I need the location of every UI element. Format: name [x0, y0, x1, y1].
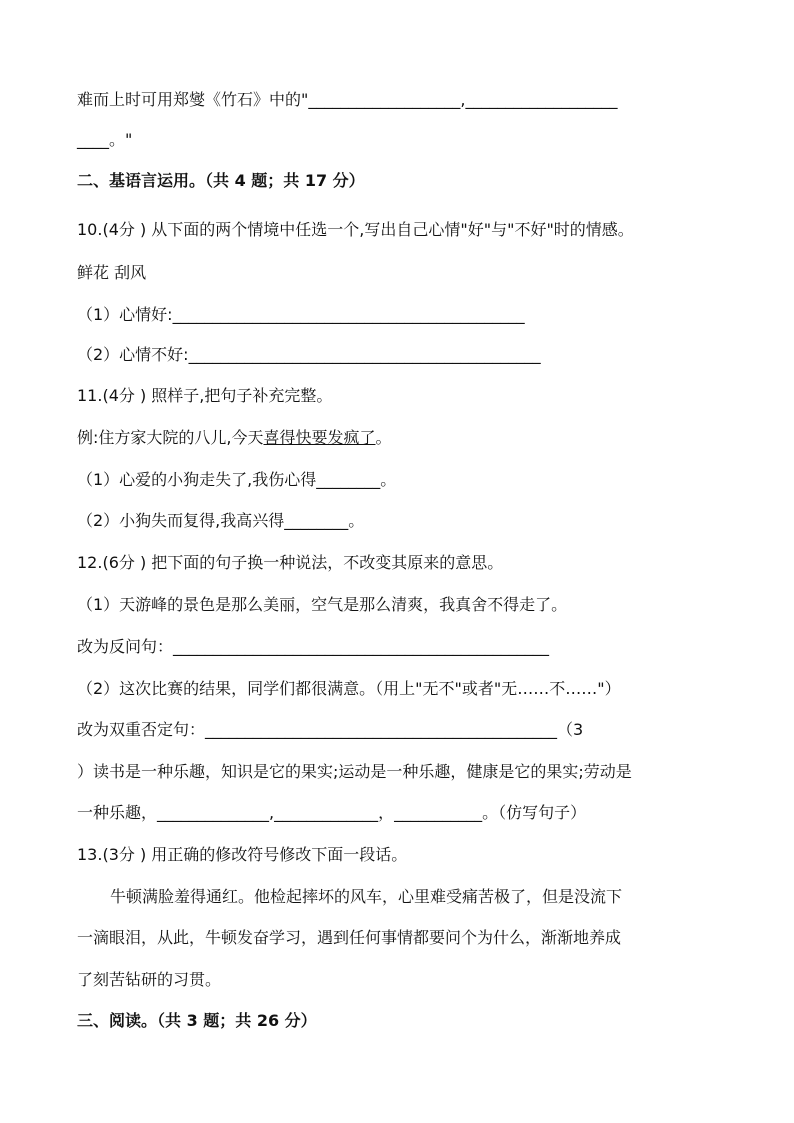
question-10-part-2: （2）心情不好:____________________________________________: [77, 345, 541, 364]
question-12-part-2-answer: 改为双重否定句：____________________________________________（3: [77, 720, 584, 739]
question-12-part-1: （1）天游峰的景色是那么美丽，空气是那么清爽，我真舍不得走了。: [77, 595, 568, 614]
question-11-part-1: （1）心爱的小狗走失了,我伤心得________。: [77, 470, 397, 489]
section-2-heading: 二、基语言运用。（共 4 题；共 17 分）: [77, 171, 365, 190]
question-11-part-2: （2）小狗失而复得,我高兴得________。: [77, 511, 365, 530]
question-12-part-2: （2）这次比赛的结果，同学们都很满意。（用上"无不"或者"无……不……"）: [77, 679, 621, 698]
section-3-heading: 三、阅读。（共 3 题；共 26 分）: [77, 1011, 317, 1030]
question-12-part-1-answer: 改为反问句：_______________________________________________: [77, 637, 550, 656]
question-10-part-1: （1）心情好:____________________________________________: [77, 305, 525, 324]
example-suffix: 。: [375, 428, 392, 447]
question-10-options: 鲜花 刮风: [77, 263, 147, 282]
poem-blank-line-2: ____。": [77, 130, 133, 149]
question-13: 13.(3分 ) 用正确的修改符号修改下面一段话。: [77, 845, 408, 864]
poem-blank-line-1: 难而上时可用郑燮《竹石》中的"___________________,___________________: [77, 90, 618, 109]
question-11: 11.(4分 ) 照样子,把句子补充完整。: [77, 386, 333, 405]
question-12-part-3-line-2: 一种乐趣，______________,_____________，___________。（仿写句子）: [77, 803, 587, 822]
question-13-paragraph-line-2: 一滴眼泪，从此，牛顿发奋学习，遇到任何事情都要问个为什么，渐渐地养成: [77, 928, 622, 947]
question-12-part-3-line-1: ）读书是一种乐趣，知识是它的果实;运动是一种乐趣，健康是它的果实;劳动是: [77, 762, 632, 781]
question-13-paragraph-line-3: 了刻苦钻研的习贯。: [77, 970, 222, 989]
example-underlined: 喜得快要发疯了: [263, 428, 376, 447]
question-10: 10.(4分 ) 从下面的两个情境中任选一个,写出自己心情"好"与"不好"时的情感。: [77, 220, 634, 239]
question-11-example: [77, 428, 392, 448]
question-12: 12.(6分 ) 把下面的句子换一种说法，不改变其原来的意思。: [77, 553, 504, 572]
question-13-paragraph-line-1: 牛顿满脸羞得通红。他检起摔坏的风车，心里难受痛苦极了，但是没流下: [110, 887, 623, 906]
example-prefix: 例:住方家大院的八儿,今天: [77, 428, 264, 447]
